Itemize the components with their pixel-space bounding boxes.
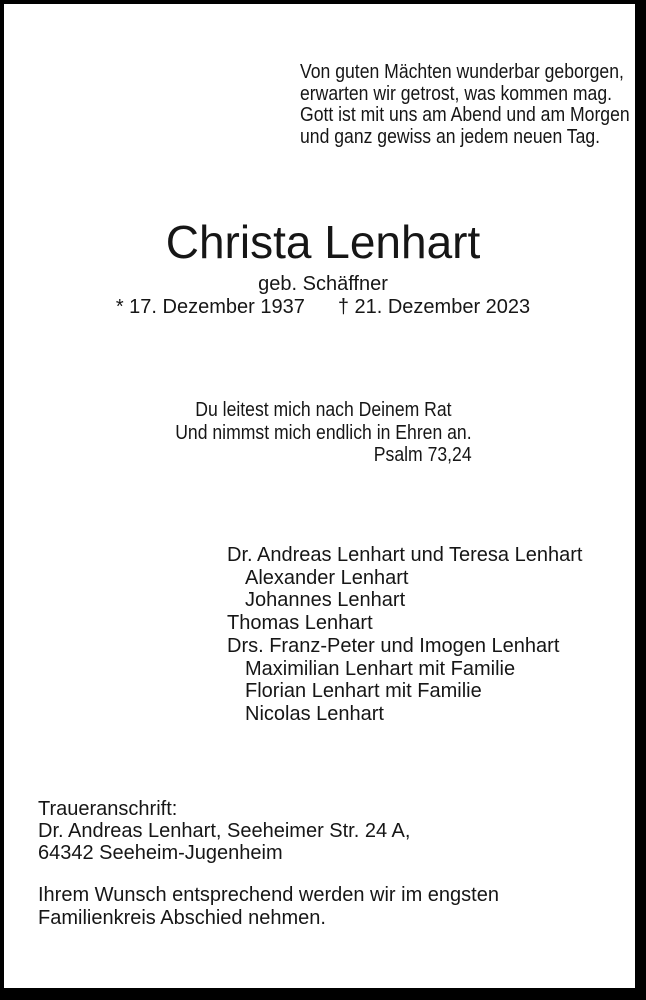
birth-date: * 17. Dezember 1937 [115, 296, 305, 318]
closing-line: Familienkreis Abschied nehmen. [38, 906, 326, 929]
mourning-address [38, 798, 410, 864]
mourner-line: Maximilian Lenhart mit Familie [245, 657, 516, 680]
mourning-address-line: 64342 Seeheim-Jugenheim [38, 842, 283, 864]
mourner-line: Drs. Franz-Peter und Imogen Lenhart [227, 634, 560, 657]
mourner-line: Thomas Lenhart [227, 612, 373, 635]
scripture-line: Und nimmst mich endlich in Ehren an. [174, 421, 472, 444]
opening-verse-line: Gott ist mit uns am Abend und am Morgen [300, 104, 630, 126]
mourner-line: Florian Lenhart mit Familie [245, 680, 482, 703]
maiden-name: geb. Schäffner [258, 273, 388, 295]
deceased-name: Christa Lenhart [165, 216, 481, 268]
mourning-address-label: Traueranschrift: [38, 798, 178, 820]
scripture-quote [0, 399, 646, 467]
mourning-address-line: Dr. Andreas Lenhart, Seeheimer Str. 24 A, [38, 820, 411, 842]
life-dates [0, 296, 646, 318]
opening-verse [300, 62, 630, 148]
scripture-reference: Psalm 73,24 [373, 444, 472, 466]
mourner-line: Alexander Lenhart [245, 566, 409, 589]
mourner-line: Dr. Andreas Lenhart und Teresa Lenhart [227, 544, 583, 566]
mourner-line: Nicolas Lenhart [245, 702, 384, 725]
scripture-quote-inner [175, 399, 471, 467]
mourner-line: Johannes Lenhart [245, 589, 406, 612]
opening-verse-line: Von guten Mächten wunderbar geborgen, [300, 61, 624, 83]
opening-verse-line: erwarten wir getrost, was kommen mag. [300, 82, 613, 105]
scripture-line: Du leitest mich nach Deinem Rat [194, 399, 452, 421]
opening-verse-line: und ganz gewiss an jedem neuen Tag. [300, 125, 601, 148]
closing-line: Ihrem Wunsch entsprechend werden wir im engsten [38, 884, 499, 906]
mourners-list [227, 544, 582, 726]
closing-note [38, 884, 499, 929]
death-date: † 21. Dezember 2023 [337, 296, 531, 318]
